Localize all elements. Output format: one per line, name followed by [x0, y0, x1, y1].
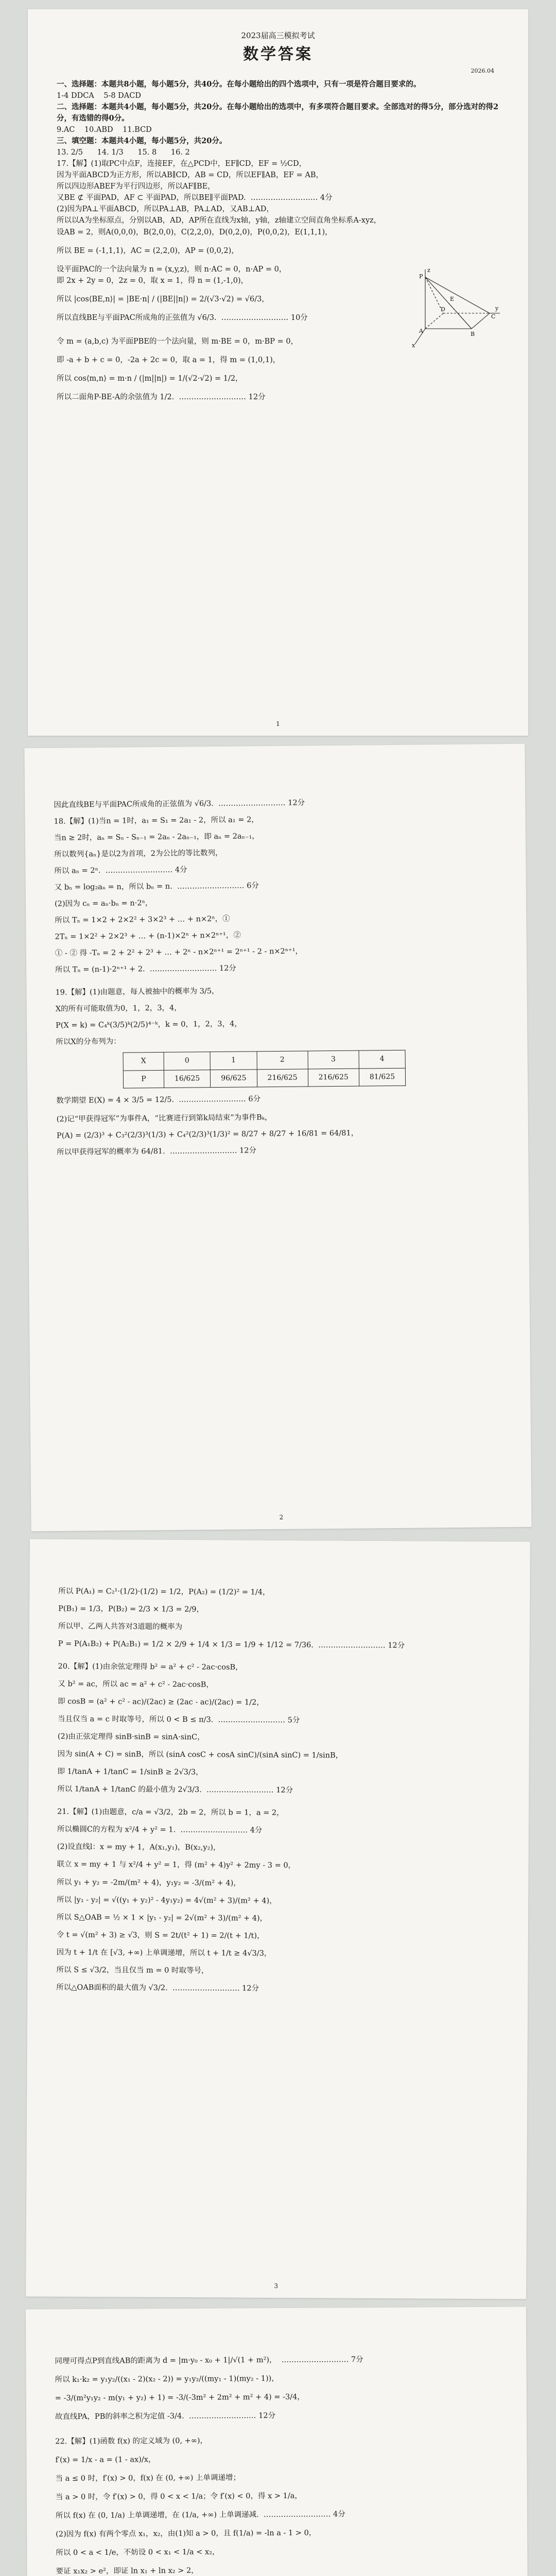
- text-line: 因此直线BE与平面PAC所成角的正弦值为 √6/3. ……………………… 12分: [54, 799, 305, 809]
- text-line: 18.【解】(1)当n = 1时，a₁ = S₁ = 2a₁ - 2，所以 a₁ = 2，: [54, 816, 259, 826]
- text-line: = -3/(m²y₁y₂ - m(y₁ + y₂) + 1) = -3/(-3m² + 2m² + m² + 4) = -3/4，: [55, 2393, 305, 2403]
- text-line: 当n ≥ 2时，aₙ = Sₙ - Sₙ₋₁ = 2aₙ - 2aₙ₋₁，即 aₙ = 2aₙ₋₁，: [54, 832, 259, 842]
- text-line: 所以 Tₙ = (n-1)·2ⁿ⁺¹ + 2. ……………………… 12分: [55, 964, 236, 975]
- text-line: (2)设直线l：x = my + 1，A(x₁,y₁)，B(x₂,y₂)，: [57, 1843, 221, 1852]
- edge-line: [472, 313, 490, 329]
- table-cell: 2: [257, 1051, 308, 1069]
- text-line: (2)因为 cₙ = aₙ·bₙ = n·2ⁿ，: [54, 899, 153, 908]
- text-line: 所以 1/tanA + 1/tanC 的最小值为 2√3/3. ……………………… 12分: [57, 1785, 293, 1795]
- text-line: 所以以A为坐标原点，分别以AB，AD，AP所在直线为x轴，y轴，z轴建立空间直角坐标系A-xyz，: [57, 216, 381, 225]
- text-line: 当且仅当 a = c 时取等号，所以 0 < B ≤ π/3. ……………………… 5分: [57, 1715, 300, 1725]
- text-line: 22.【解】(1)函数 f(x) 的定义域为 (0, +∞)，: [55, 2436, 208, 2446]
- text-line: 所以 S ≤ √3/2，当且仅当 m = 0 时取等号，: [56, 1965, 209, 1975]
- text-line: 19.【解】(1)由题意，每人被抽中的概率为 3/5，: [55, 987, 219, 997]
- text-line: 二、选择题：本题共4小题，每小题5分，共20分。在每小题给出的选项中，有多项符合题目要求。全部选对的得5分，部分选对的得2分，有选错的得0分。: [57, 103, 499, 123]
- text-line: 数学期望 E(X) = 4 × 3/5 = 12/5. ……………………… 6分: [56, 1095, 261, 1105]
- date-label: 2026.04: [471, 67, 494, 75]
- table-cell: X: [123, 1053, 164, 1071]
- answer-page-2: [24, 744, 531, 1531]
- text-line: 1-4 DDCA 5-8 DACD: [57, 92, 141, 100]
- text-line: 设平面PAC的一个法向量为 n = (x,y,z)，则 n·AC = 0，n·AP = 0，: [57, 265, 287, 274]
- text-line: 2Tₙ = 1×2² + 2×2³ + … + (n-1)×2ⁿ + n×2ⁿ⁺¹，②: [55, 931, 241, 942]
- text-line: 一、选择题：本题共8小题，每小题5分，共40分。在每小题给出的四个选项中，只有一项是符合题目要求的。: [57, 80, 421, 89]
- text-line: 9.AC 10.ABD 11.BCD: [57, 126, 152, 134]
- table-cell: 216/625: [308, 1069, 359, 1087]
- label-A: A: [419, 328, 423, 334]
- text-line: 要证 x₁x₂ > e²，即证 ln x₁ + ln x₂ > 2，: [56, 2567, 199, 2576]
- cube-figure: [405, 267, 502, 349]
- text-line: 所以 |y₁ - y₂| = √((y₁ + y₂)² - 4y₁y₂) = 4√(m² + 3)/(m² + 4)，: [57, 1895, 277, 1905]
- text-line: 所以甲获得冠军的概率为 64/81. ……………………… 12分: [57, 1146, 257, 1157]
- table-cell: 16/625: [164, 1070, 211, 1088]
- text-line: 所以 cos⟨m,n⟩ = m·n / (|m||n|) = 1/(√2·√2) = 1/2，: [57, 374, 243, 383]
- text-line: 所以 BE = (-1,1,1)，AC = (2,2,0)，AP = (0,0,2)，: [57, 246, 239, 255]
- page-number: 2: [279, 1513, 284, 1521]
- edge-line: [425, 277, 490, 313]
- text-line: 联立 x = my + 1 与 x²/4 + y² = 1，得 (m² + 4)y² + 2my - 3 = 0，: [57, 1860, 296, 1870]
- table-row: [123, 1050, 405, 1071]
- text-line: 所以△OAB面积的最大值为 √3/2. ……………………… 12分: [56, 1983, 259, 1993]
- label-z: z: [427, 267, 430, 274]
- pyramid-diagram: [405, 267, 502, 349]
- text-line: 所以 aₙ = 2ⁿ. ……………………… 4分: [54, 866, 187, 875]
- label-E: E: [450, 296, 455, 302]
- label-B: B: [471, 331, 475, 337]
- table-cell: 4: [359, 1050, 406, 1069]
- text-line: 故直线PA，PB的斜率之积为定值 -3/4. ……………………… 12分: [55, 2412, 276, 2421]
- label-y: y: [495, 305, 499, 312]
- text-line: 即 cosB = (a² + c² - ac)/(2ac) ≥ (2ac - ac)/(2ac) = 1/2，: [58, 1697, 264, 1707]
- text-line: P(X = k) = C₄ᵏ(3/5)ᵏ(2/5)⁴⁻ᵏ，k = 0，1，2，3，4，: [56, 1020, 242, 1030]
- text-line: 又BE ⊄ 平面PAD，AF ⊂ 平面PAD，所以BE∥平面PAD. ……………………… 4分: [57, 194, 333, 202]
- text-line: P(B₁) = 1/3，P(B₂) = 2/3 × 1/3 = 2/9，: [58, 1604, 204, 1614]
- label-D: D: [441, 306, 445, 313]
- text-line: (2)因为PA⊥平面ABCD，所以PA⊥AB，PA⊥AD，又AB⊥AD，: [57, 205, 274, 214]
- text-line: 所以 Tₙ = 1×2 + 2×2² + 3×2³ + … + n×2ⁿ，①: [55, 915, 230, 925]
- answer-heading: 数学答案: [243, 45, 313, 63]
- text-line: 因为平面ABCD为正方形，所以AB∥CD，AB = CD，所以EF∥AB，EF = AB，: [57, 171, 323, 180]
- text-line: 当 a ≤ 0 时，f′(x) > 0，f(x) 在 (0, +∞) 上单调递增；: [55, 2473, 241, 2483]
- text-line: 即 2x + 2y = 0，2z = 0，取 x = 1，得 n = (1,-1,0)，: [57, 276, 249, 285]
- text-line: X的所有可能取值为0，1，2，3，4，: [55, 1004, 182, 1014]
- text-line: 三、填空题：本题共4小题，每小题5分，共20分。: [57, 137, 227, 146]
- text-line: 即 1/tanA + 1/tanC = 1/sinB ≥ 2√3/3，: [57, 1768, 203, 1777]
- table-cell: P: [123, 1070, 164, 1088]
- text-line: 所以X的分布列为：: [56, 1038, 121, 1047]
- text-line: 所以 P(A₁) = C₂¹·(1/2)·(1/2) = 1/2，P(A₂) = (1/2)² = 1/4，: [58, 1587, 270, 1597]
- distribution-table: [123, 1050, 406, 1088]
- table-cell: 81/625: [359, 1068, 406, 1086]
- answer-page-3: [26, 1539, 530, 2299]
- text-line: 令 m = (a,b,c) 为平面PBE的一个法向量，则 m·BE = 0，m·BP = 0，: [57, 337, 299, 346]
- text-line: 所以甲、乙两人共答对3道题的概率为: [58, 1622, 183, 1632]
- text-line: 20.【解】(1)由余弦定理得 b² = a² + c² - 2ac·cosB，: [58, 1662, 243, 1672]
- text-line: 又 b² = ac，所以 ac = a² + c² - 2ac·cosB，: [58, 1680, 214, 1689]
- page-number: 1: [276, 720, 280, 727]
- answer-page-1: [28, 9, 528, 736]
- text-line: P(A) = (2/3)³ + C₃²(2/3)³(1/3) + C₄²(2/3)³(1/3)² = 8/27 + 8/27 + 16/81 = 64/81，: [56, 1129, 359, 1140]
- text-line: P = P(A₁B₂) + P(A₂B₁) = 1/2 × 2/9 + 1/4 × 1/3 = 1/9 + 1/12 = 7/36. ……………………… 12分: [58, 1639, 405, 1650]
- text-line: 所以数列{aₙ}是以2为首项，2为公比的等比数列，: [54, 849, 223, 859]
- text-line: 所以 f(x) 在 (0, 1/a) 上单调递增，在 (1/a, +∞) 上单调递减. ……………………… 4分: [55, 2510, 345, 2520]
- text-line: 所以椭圆C的方程为 x²/4 + y² = 1. ……………………… 4分: [57, 1825, 263, 1835]
- text-line: 所以 |cos⟨BE,n⟩| = |BE·n| / (|BE||n|) = 2/(√3·√2) = √6/3，: [57, 295, 269, 303]
- text-line: (2)由正弦定理得 sinB·sinB = sinA·sinC，: [57, 1733, 205, 1742]
- text-line: 因为 t + 1/t 在 [√3, +∞) 上单调递增，所以 t + 1/t ≥ 4√3/3，: [56, 1948, 272, 1958]
- text-line: 所以 0 < a < 1/e，不妨设 0 < x₁ < 1/a < x₂，: [56, 2548, 220, 2557]
- page1-lines: [57, 79, 499, 403]
- page-number: 3: [274, 2282, 279, 2290]
- text-line: (2)因为 f(x) 有两个零点 x₁，x₂，由(1)知 a > 0，且 f(1/a) = -ln a - 1 > 0，: [56, 2529, 317, 2539]
- text-line: 又 bₙ = log₂aₙ = n，所以 bₙ = n. ……………………… 6分: [54, 882, 259, 892]
- text-line: (2)记“甲获得冠军”为事件A，“比赛进行到第k局结束”为事件Bₖ，: [56, 1113, 272, 1124]
- text-line: 同理可得点P到直线AB的距离为 d = |m·y₀ - x₀ + 1|/√(1 + m²)， ……………………… 7分: [55, 2355, 363, 2366]
- table-cell: 96/625: [211, 1070, 257, 1088]
- text-line: 令 t = √(m² + 3) ≥ √3，则 S = 2t/(t² + 1) = 2/(t + 1/t)，: [56, 1930, 265, 1940]
- text-line: 所以 y₁ + y₂ = -2m/(m² + 4)，y₁y₂ = -3/(m² + 4)，: [57, 1878, 241, 1888]
- answer-page-4: [26, 2307, 530, 2576]
- edge-line: [425, 313, 443, 329]
- table-cell: 0: [164, 1052, 211, 1070]
- text-line: 13. 2/5 14. 1/3 15. 8 16. 2: [57, 148, 190, 157]
- text-line: 所以四边形ABEF为平行四边形，所以AF∥BE，: [57, 182, 215, 191]
- text-line: 因为 sin(A + C) = sinB，所以 (sinA cosC + cosA sinC)/(sinA sinC) = 1/sinB，: [57, 1750, 343, 1760]
- label-C: C: [491, 313, 496, 320]
- exam-title: 2023届高三模拟考试: [241, 31, 315, 40]
- text-line: f′(x) = 1/x - a = (1 - ax)/x，: [55, 2455, 156, 2465]
- table-cell: 216/625: [257, 1069, 308, 1087]
- label-P: P: [419, 273, 423, 280]
- text-line: 设AB = 2，则A(0,0,0)，B(2,0,0)，C(2,2,0)，D(0,2,0)，P(0,0,2)，E(1,1,1)，: [57, 228, 333, 236]
- text-line: 21.【解】(1)由题意，c/a = √3/2，2b = 2，所以 b = 1，a = 2，: [57, 1808, 284, 1818]
- label-x: x: [412, 342, 415, 349]
- text-line: 所以二面角P-BE-A的余弦值为 1/2. ……………………… 12分: [57, 393, 266, 401]
- text-line: ① - ② 得 -Tₙ = 2 + 2² + 2³ + … + 2ⁿ - n×2ⁿ⁺¹ = 2ⁿ⁺¹ - 2 - n×2ⁿ⁺¹，: [55, 947, 303, 958]
- text-line: 当 a > 0 时，令 f′(x) > 0，得 0 < x < 1/a；令 f′(x) < 0，得 x > 1/a，: [55, 2492, 302, 2502]
- table-cell: 3: [308, 1051, 359, 1069]
- table-cell: 1: [210, 1052, 257, 1070]
- text-line: 所以 S△OAB = ½ × 1 × |y₁ - y₂| = 2√(m² + 3)/(m² + 4)，: [56, 1913, 268, 1923]
- text-line: 17.【解】(1)取PC中点F，连接EF，在△PCD中，EF∥CD，EF = ½CD，: [57, 160, 307, 168]
- text-line: 所以 k₁·k₂ = y₁y₂/((x₁ - 2)(x₂ - 2)) = y₁y₂/((my₁ - 1)(my₂ - 1))，: [55, 2375, 279, 2384]
- table-row: [123, 1068, 405, 1088]
- text-line: 即 -a + b + c = 0，-2a + 2c = 0，取 a = 1，得 m = (1,0,1)，: [57, 355, 281, 364]
- text-line: 所以直线BE与平面PAC所成角的正弦值为 √6/3. ……………………… 10分: [57, 313, 308, 322]
